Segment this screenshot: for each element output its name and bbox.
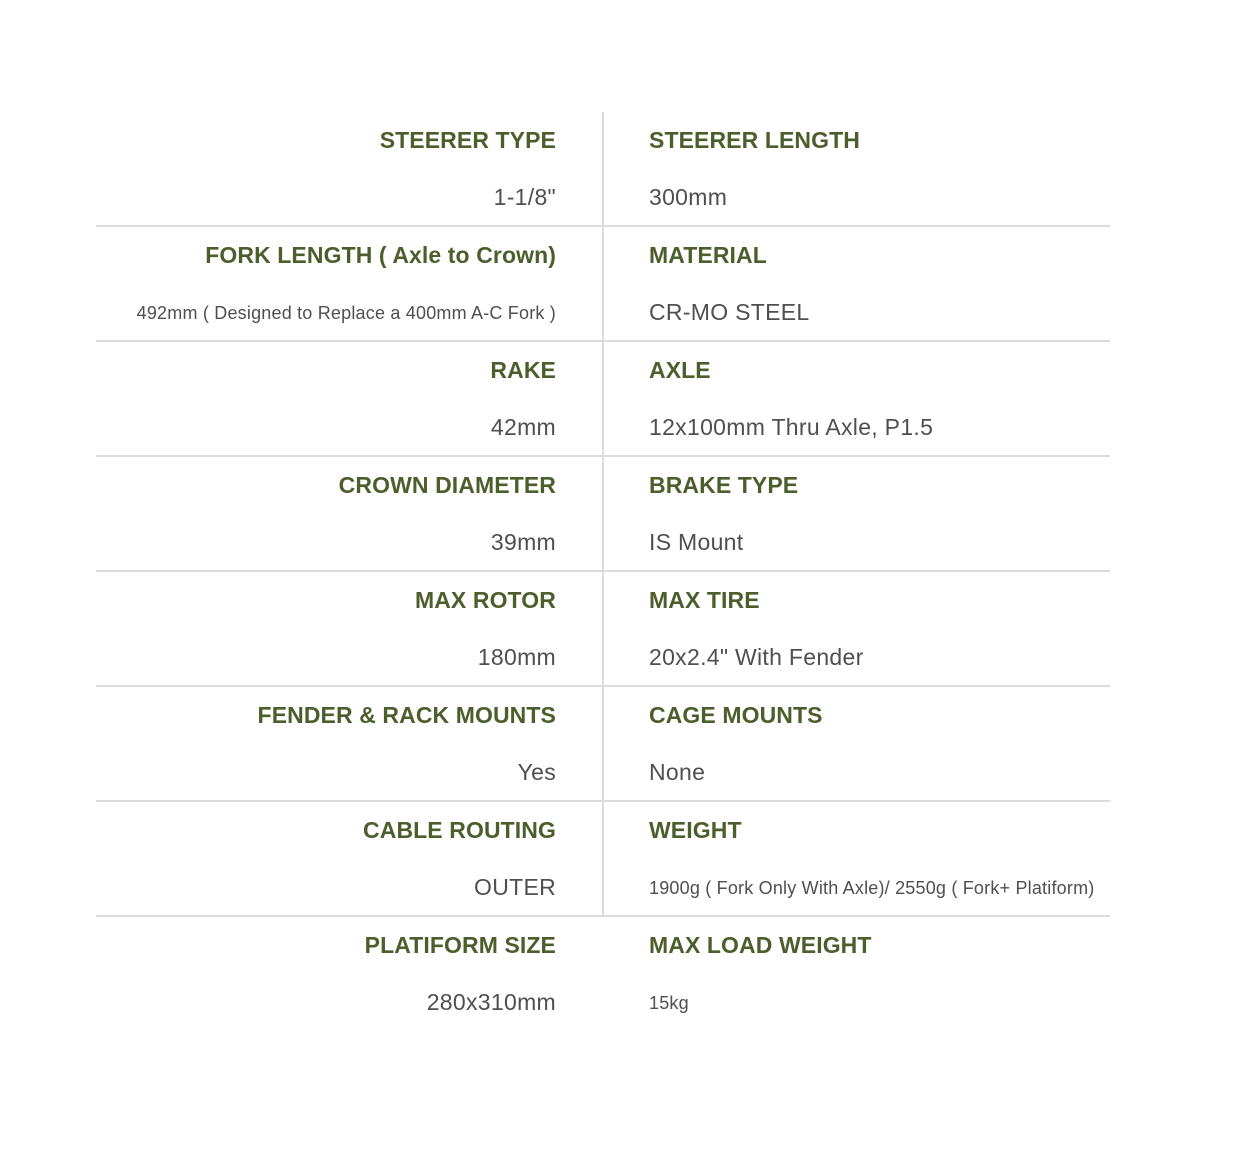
spec-cell-brake-type xyxy=(649,457,1209,572)
spec-cell-cage-mounts xyxy=(649,687,1209,802)
spec-row xyxy=(96,572,1110,687)
spec-label: PLATIFORM SIZE xyxy=(364,932,556,958)
spec-cell-crown-diameter xyxy=(96,457,556,572)
spec-label: BRAKE TYPE xyxy=(649,472,799,498)
spec-label: MAX ROTOR xyxy=(414,587,556,613)
spec-row xyxy=(96,802,1110,917)
spec-cell-material xyxy=(649,227,1209,342)
spec-cell-max-load-weight xyxy=(649,917,1209,1032)
spec-cell-cable-routing xyxy=(96,802,556,917)
spec-value: 39mm xyxy=(490,529,556,555)
spec-row xyxy=(96,687,1110,802)
spec-label: STEERER LENGTH xyxy=(649,127,860,153)
spec-cell-steerer-length xyxy=(649,112,1209,227)
spec-cell-max-tire xyxy=(649,572,1209,687)
spec-value: IS Mount xyxy=(649,529,744,555)
spec-value: OUTER xyxy=(474,874,556,900)
spec-cell-platiform-size xyxy=(96,917,556,1032)
spec-value: 12x100mm Thru Axle, P1.5 xyxy=(649,414,934,440)
spec-label: CABLE ROUTING xyxy=(363,817,556,843)
spec-value: CR-MO STEEL xyxy=(649,299,810,325)
spec-label: WEIGHT xyxy=(649,817,742,843)
spec-row xyxy=(96,112,1110,227)
spec-row xyxy=(96,227,1110,342)
spec-label: CROWN DIAMETER xyxy=(338,472,556,498)
spec-value: 300mm xyxy=(649,184,728,210)
spec-value: 492mm ( Designed to Replace a 400mm A-C Fork ) xyxy=(136,303,556,323)
spec-cell-steerer-type xyxy=(96,112,556,227)
spec-label: RAKE xyxy=(490,357,556,383)
spec-value: 20x2.4" With Fender xyxy=(649,644,864,670)
spec-label: AXLE xyxy=(649,357,711,383)
spec-value: 15kg xyxy=(649,993,689,1013)
spec-row xyxy=(96,457,1110,572)
spec-label: STEERER TYPE xyxy=(379,127,556,153)
spec-cell-fender-rack-mounts xyxy=(96,687,556,802)
spec-value: 1900g ( Fork Only With Axle)/ 2550g ( Fork+ Platiform) xyxy=(649,878,1095,898)
spec-value: 180mm xyxy=(477,644,556,670)
spec-value: 280x310mm xyxy=(426,989,556,1015)
spec-value: 1-1/8" xyxy=(493,184,556,210)
spec-value: 42mm xyxy=(490,414,556,440)
spec-table xyxy=(96,112,1110,1032)
spec-cell-rake xyxy=(96,342,556,457)
spec-label: MAX TIRE xyxy=(649,587,760,613)
spec-row xyxy=(96,342,1110,457)
spec-cell-axle xyxy=(649,342,1209,457)
spec-label: FENDER & RACK MOUNTS xyxy=(257,702,556,728)
spec-cell-max-rotor xyxy=(96,572,556,687)
spec-row xyxy=(96,917,1110,1032)
spec-label: MATERIAL xyxy=(649,242,767,268)
spec-label: MAX LOAD WEIGHT xyxy=(649,932,872,958)
spec-cell-fork-length xyxy=(96,227,556,342)
spec-label: FORK LENGTH ( Axle to Crown) xyxy=(205,242,556,268)
spec-label: CAGE MOUNTS xyxy=(649,702,823,728)
spec-cell-weight xyxy=(649,802,1209,917)
spec-value: Yes xyxy=(517,759,556,785)
spec-value: None xyxy=(649,759,706,785)
